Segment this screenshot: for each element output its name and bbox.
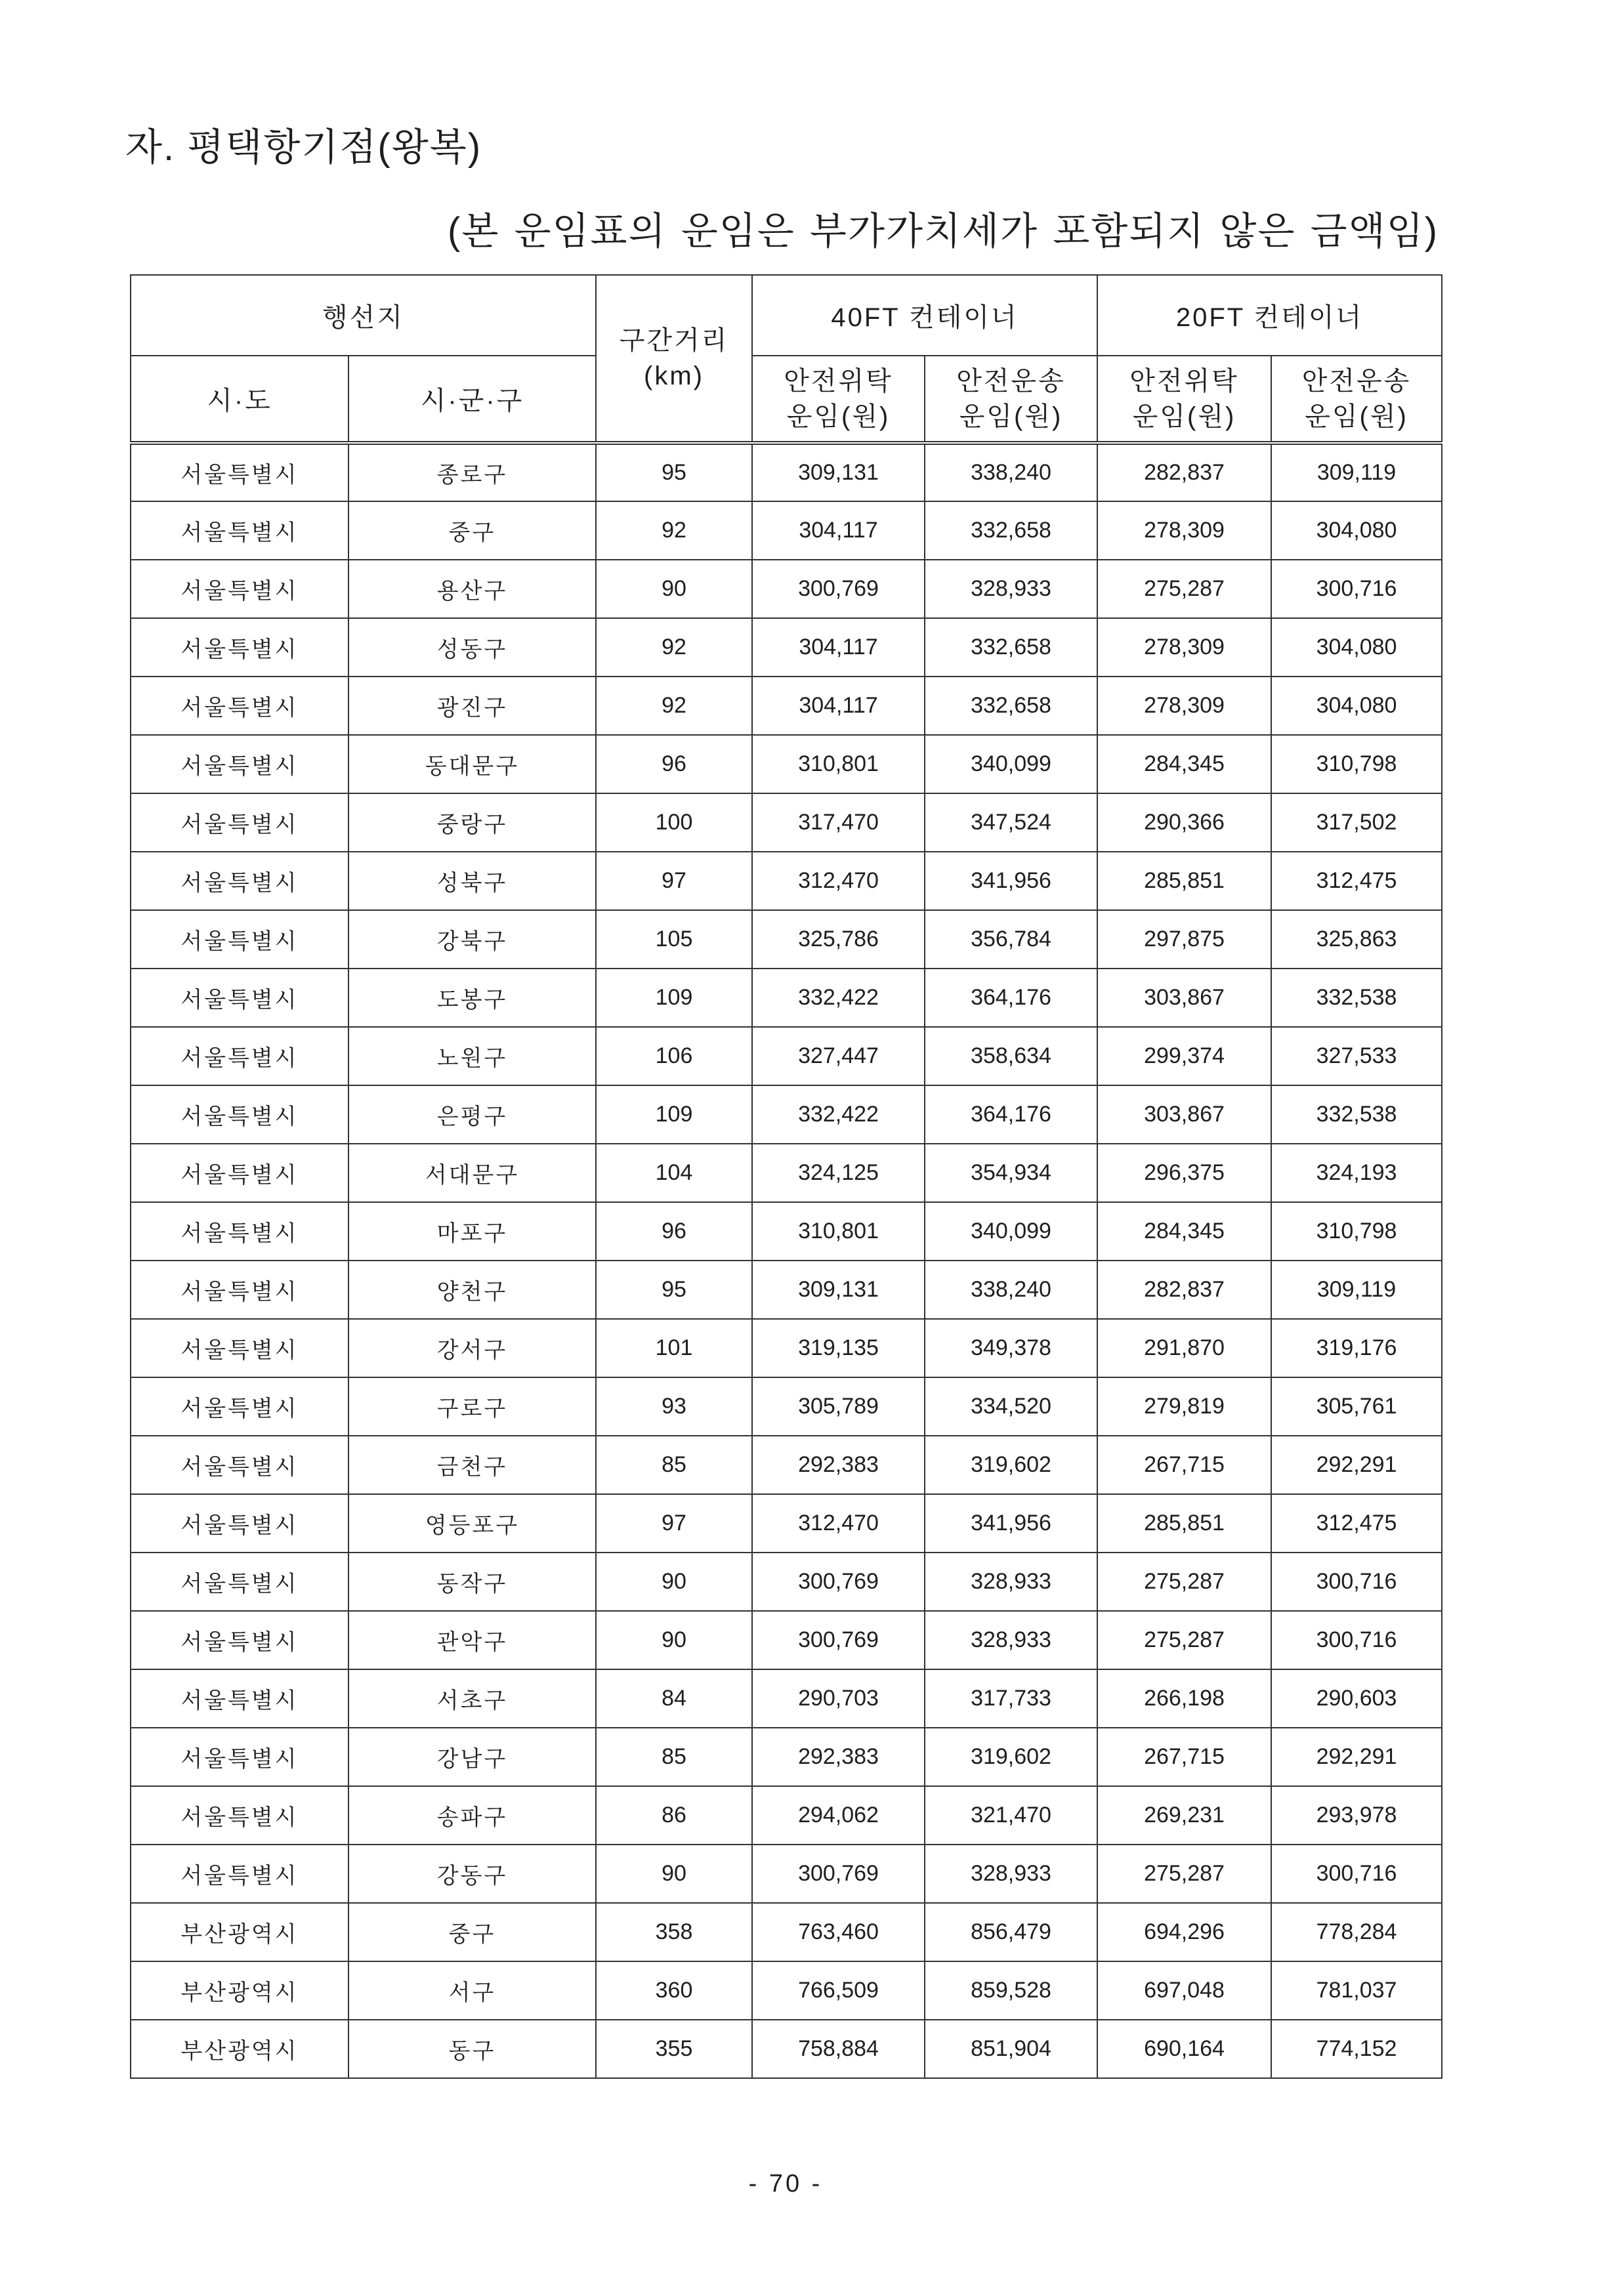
table-row [131, 1494, 1442, 1553]
cell-distance-km: 96 [596, 1202, 752, 1261]
cell-distance-km: 104 [596, 1144, 752, 1202]
cell-40ft-transport-rate: 319,602 [925, 1436, 1097, 1494]
cell-20ft-consign-rate: 303,867 [1097, 1085, 1271, 1144]
cell-sigungu: 양천구 [348, 1261, 596, 1319]
cell-20ft-consign-rate: 275,287 [1097, 1611, 1271, 1669]
cell-20ft-consign-rate: 285,851 [1097, 852, 1271, 910]
cell-20ft-transport-rate: 325,863 [1271, 910, 1442, 969]
cell-40ft-consign-rate: 300,769 [752, 560, 925, 618]
table-row [131, 1027, 1442, 1085]
cell-40ft-transport-rate: 364,176 [925, 1085, 1097, 1144]
cell-sigungu: 용산구 [348, 560, 596, 618]
cell-20ft-consign-rate: 279,819 [1097, 1377, 1271, 1436]
header-distance-label: 구간거리 [619, 326, 729, 355]
table-row [131, 1261, 1442, 1319]
cell-40ft-transport-rate: 328,933 [925, 1611, 1097, 1669]
table-row [131, 969, 1442, 1027]
table-row [131, 1786, 1442, 1845]
table-row [131, 1903, 1442, 1961]
header-40ft-container: 40FT 컨테이너 [752, 275, 1097, 356]
header-line-2: 운임(원) [786, 402, 891, 431]
cell-40ft-consign-rate: 294,062 [752, 1786, 925, 1845]
cell-distance-km: 95 [596, 1261, 752, 1319]
cell-sido: 서울특별시 [131, 1845, 348, 1903]
table-row [131, 501, 1442, 560]
cell-sido: 서울특별시 [131, 1319, 348, 1377]
cell-20ft-consign-rate: 296,375 [1097, 1144, 1271, 1202]
section-title: 자. 평택항기점(왕복) [125, 126, 482, 169]
cell-40ft-consign-rate: 290,703 [752, 1669, 925, 1728]
table-row [131, 677, 1442, 735]
cell-40ft-transport-rate: 338,240 [925, 443, 1097, 501]
cell-20ft-transport-rate: 781,037 [1271, 1961, 1442, 2020]
header-line-1: 안전위탁 [1129, 366, 1239, 396]
cell-40ft-consign-rate: 304,117 [752, 677, 925, 735]
cell-40ft-transport-rate: 354,934 [925, 1144, 1097, 1202]
cell-distance-km: 109 [596, 969, 752, 1027]
cell-distance-km: 109 [596, 1085, 752, 1144]
cell-sido: 서울특별시 [131, 618, 348, 677]
table-row [131, 1085, 1442, 1144]
cell-20ft-transport-rate: 332,538 [1271, 1085, 1442, 1144]
cell-distance-km: 85 [596, 1728, 752, 1786]
cell-distance-km: 100 [596, 793, 752, 852]
cell-40ft-consign-rate: 332,422 [752, 969, 925, 1027]
cell-40ft-consign-rate: 312,470 [752, 1494, 925, 1553]
cell-40ft-transport-rate: 334,520 [925, 1377, 1097, 1436]
cell-sigungu: 중구 [348, 501, 596, 560]
cell-40ft-transport-rate: 364,176 [925, 969, 1097, 1027]
table-row [131, 1553, 1442, 1611]
cell-sigungu: 광진구 [348, 677, 596, 735]
table-row [131, 1144, 1442, 1202]
cell-20ft-transport-rate: 304,080 [1271, 501, 1442, 560]
cell-20ft-transport-rate: 309,119 [1271, 1261, 1442, 1319]
cell-sido: 서울특별시 [131, 501, 348, 560]
cell-40ft-consign-rate: 309,131 [752, 1261, 925, 1319]
cell-sido: 서울특별시 [131, 1436, 348, 1494]
cell-20ft-consign-rate: 275,287 [1097, 1553, 1271, 1611]
cell-distance-km: 105 [596, 910, 752, 969]
cell-sido: 서울특별시 [131, 969, 348, 1027]
cell-20ft-consign-rate: 275,287 [1097, 560, 1271, 618]
table-row [131, 1319, 1442, 1377]
cell-sido: 서울특별시 [131, 1494, 348, 1553]
cell-40ft-transport-rate: 319,602 [925, 1728, 1097, 1786]
cell-distance-km: 106 [596, 1027, 752, 1085]
cell-sido: 서울특별시 [131, 1202, 348, 1261]
cell-sido: 부산광역시 [131, 1903, 348, 1961]
cell-distance-km: 90 [596, 1611, 752, 1669]
cell-20ft-transport-rate: 292,291 [1271, 1728, 1442, 1786]
cell-sigungu: 성동구 [348, 618, 596, 677]
cell-sido: 서울특별시 [131, 1786, 348, 1845]
table-row [131, 618, 1442, 677]
header-line-1: 안전운송 [956, 366, 1066, 396]
cell-20ft-consign-rate: 297,875 [1097, 910, 1271, 969]
cell-sido: 서울특별시 [131, 677, 348, 735]
table-row [131, 793, 1442, 852]
cell-40ft-consign-rate: 300,769 [752, 1845, 925, 1903]
cell-sido: 서울특별시 [131, 793, 348, 852]
cell-40ft-transport-rate: 328,933 [925, 1845, 1097, 1903]
cell-20ft-consign-rate: 282,837 [1097, 443, 1271, 501]
freight-rate-table [130, 274, 1442, 2079]
cell-20ft-consign-rate: 290,366 [1097, 793, 1271, 852]
cell-sigungu: 중랑구 [348, 793, 596, 852]
cell-20ft-transport-rate: 774,152 [1271, 2020, 1442, 2078]
header-row-2 [131, 356, 1442, 443]
cell-sigungu: 종로구 [348, 443, 596, 501]
cell-20ft-consign-rate: 275,287 [1097, 1845, 1271, 1903]
cell-distance-km: 360 [596, 1961, 752, 2020]
table-row [131, 560, 1442, 618]
header-line-2: 운임(원) [959, 402, 1063, 431]
cell-sigungu: 도봉구 [348, 969, 596, 1027]
cell-20ft-consign-rate: 267,715 [1097, 1728, 1271, 1786]
cell-sigungu: 마포구 [348, 1202, 596, 1261]
cell-sido: 서울특별시 [131, 1553, 348, 1611]
cell-40ft-consign-rate: 300,769 [752, 1611, 925, 1669]
cell-sido: 서울특별시 [131, 1377, 348, 1436]
cell-sigungu: 동구 [348, 2020, 596, 2078]
cell-40ft-transport-rate: 856,479 [925, 1903, 1097, 1961]
cell-40ft-transport-rate: 347,524 [925, 793, 1097, 852]
cell-distance-km: 97 [596, 852, 752, 910]
cell-sigungu: 동대문구 [348, 735, 596, 793]
cell-sigungu: 중구 [348, 1903, 596, 1961]
cell-40ft-consign-rate: 324,125 [752, 1144, 925, 1202]
cell-20ft-transport-rate: 300,716 [1271, 560, 1442, 618]
cell-40ft-transport-rate: 321,470 [925, 1786, 1097, 1845]
cell-distance-km: 92 [596, 501, 752, 560]
cell-sigungu: 서구 [348, 1961, 596, 2020]
cell-sigungu: 송파구 [348, 1786, 596, 1845]
header-sido: 시·도 [131, 356, 348, 443]
cell-sido: 서울특별시 [131, 1669, 348, 1728]
cell-40ft-transport-rate: 340,099 [925, 735, 1097, 793]
cell-20ft-consign-rate: 269,231 [1097, 1786, 1271, 1845]
cell-20ft-consign-rate: 267,715 [1097, 1436, 1271, 1494]
cell-40ft-consign-rate: 325,786 [752, 910, 925, 969]
cell-40ft-consign-rate: 305,789 [752, 1377, 925, 1436]
cell-distance-km: 85 [596, 1436, 752, 1494]
cell-20ft-consign-rate: 303,867 [1097, 969, 1271, 1027]
cell-20ft-consign-rate: 697,048 [1097, 1961, 1271, 2020]
cell-20ft-consign-rate: 284,345 [1097, 1202, 1271, 1261]
cell-sigungu: 관악구 [348, 1611, 596, 1669]
cell-40ft-transport-rate: 332,658 [925, 677, 1097, 735]
header-20ft-transport-rate [1271, 356, 1442, 443]
cell-40ft-consign-rate: 310,801 [752, 735, 925, 793]
header-line-1: 안전운송 [1301, 366, 1412, 396]
cell-20ft-transport-rate: 300,716 [1271, 1553, 1442, 1611]
cell-20ft-consign-rate: 284,345 [1097, 735, 1271, 793]
cell-20ft-consign-rate: 690,164 [1097, 2020, 1271, 2078]
cell-40ft-transport-rate: 356,784 [925, 910, 1097, 969]
cell-distance-km: 86 [596, 1786, 752, 1845]
cell-sido: 서울특별시 [131, 852, 348, 910]
header-line-1: 안전위탁 [784, 366, 893, 396]
cell-20ft-transport-rate: 309,119 [1271, 443, 1442, 501]
cell-40ft-transport-rate: 328,933 [925, 560, 1097, 618]
cell-sigungu: 은평구 [348, 1085, 596, 1144]
cell-40ft-consign-rate: 304,117 [752, 501, 925, 560]
header-destination: 행선지 [131, 275, 596, 356]
cell-distance-km: 92 [596, 677, 752, 735]
table-row [131, 852, 1442, 910]
table-row [131, 1436, 1442, 1494]
cell-sigungu: 구로구 [348, 1377, 596, 1436]
table-row [131, 910, 1442, 969]
cell-40ft-transport-rate: 341,956 [925, 852, 1097, 910]
cell-40ft-consign-rate: 317,470 [752, 793, 925, 852]
cell-40ft-consign-rate: 310,801 [752, 1202, 925, 1261]
cell-sido: 서울특별시 [131, 735, 348, 793]
cell-40ft-consign-rate: 327,447 [752, 1027, 925, 1085]
header-line-2: 운임(원) [1305, 402, 1408, 431]
cell-40ft-consign-rate: 332,422 [752, 1085, 925, 1144]
cell-distance-km: 95 [596, 443, 752, 501]
cell-sigungu: 서초구 [348, 1669, 596, 1728]
cell-distance-km: 96 [596, 735, 752, 793]
cell-20ft-transport-rate: 293,978 [1271, 1786, 1442, 1845]
cell-sido: 서울특별시 [131, 1085, 348, 1144]
header-20ft-consign-rate [1097, 356, 1271, 443]
cell-20ft-consign-rate: 282,837 [1097, 1261, 1271, 1319]
cell-20ft-transport-rate: 290,603 [1271, 1669, 1442, 1728]
cell-20ft-consign-rate: 278,309 [1097, 501, 1271, 560]
cell-40ft-consign-rate: 319,135 [752, 1319, 925, 1377]
header-distance-unit: (km) [644, 362, 704, 390]
cell-20ft-consign-rate: 278,309 [1097, 618, 1271, 677]
cell-40ft-transport-rate: 317,733 [925, 1669, 1097, 1728]
cell-distance-km: 90 [596, 1845, 752, 1903]
cell-20ft-transport-rate: 778,284 [1271, 1903, 1442, 1961]
cell-20ft-consign-rate: 278,309 [1097, 677, 1271, 735]
cell-sigungu: 노원구 [348, 1027, 596, 1085]
cell-sigungu: 동작구 [348, 1553, 596, 1611]
cell-distance-km: 358 [596, 1903, 752, 1961]
cell-sigungu: 서대문구 [348, 1144, 596, 1202]
cell-20ft-transport-rate: 324,193 [1271, 1144, 1442, 1202]
cell-sido: 서울특별시 [131, 1144, 348, 1202]
header-40ft-transport-rate [925, 356, 1097, 443]
cell-sido: 부산광역시 [131, 2020, 348, 2078]
cell-40ft-transport-rate: 340,099 [925, 1202, 1097, 1261]
cell-40ft-consign-rate: 758,884 [752, 2020, 925, 2078]
header-40ft-consign-rate [752, 356, 925, 443]
cell-sigungu: 강북구 [348, 910, 596, 969]
cell-sido: 서울특별시 [131, 1728, 348, 1786]
cell-sigungu: 금천구 [348, 1436, 596, 1494]
cell-20ft-transport-rate: 310,798 [1271, 1202, 1442, 1261]
table-row [131, 1961, 1442, 2020]
cell-20ft-consign-rate: 694,296 [1097, 1903, 1271, 1961]
cell-40ft-consign-rate: 312,470 [752, 852, 925, 910]
cell-20ft-transport-rate: 304,080 [1271, 618, 1442, 677]
cell-20ft-transport-rate: 332,538 [1271, 969, 1442, 1027]
table-row [131, 1202, 1442, 1261]
cell-20ft-consign-rate: 291,870 [1097, 1319, 1271, 1377]
table-row [131, 1669, 1442, 1728]
cell-40ft-consign-rate: 292,383 [752, 1436, 925, 1494]
table-row [131, 735, 1442, 793]
cell-sigungu: 강서구 [348, 1319, 596, 1377]
cell-sido: 서울특별시 [131, 910, 348, 969]
cell-40ft-consign-rate: 304,117 [752, 618, 925, 677]
table-row [131, 1377, 1442, 1436]
cell-40ft-transport-rate: 338,240 [925, 1261, 1097, 1319]
cell-20ft-consign-rate: 285,851 [1097, 1494, 1271, 1553]
cell-20ft-transport-rate: 292,291 [1271, 1436, 1442, 1494]
cell-sido: 서울특별시 [131, 1261, 348, 1319]
header-distance [596, 275, 752, 443]
cell-20ft-transport-rate: 317,502 [1271, 793, 1442, 852]
cell-20ft-transport-rate: 300,716 [1271, 1611, 1442, 1669]
cell-20ft-transport-rate: 312,475 [1271, 1494, 1442, 1553]
cell-distance-km: 90 [596, 1553, 752, 1611]
cell-sido: 부산광역시 [131, 1961, 348, 2020]
cell-20ft-transport-rate: 319,176 [1271, 1319, 1442, 1377]
cell-sigungu: 영등포구 [348, 1494, 596, 1553]
cell-20ft-consign-rate: 299,374 [1097, 1027, 1271, 1085]
cell-40ft-transport-rate: 859,528 [925, 1961, 1097, 2020]
table-row [131, 1845, 1442, 1903]
cell-sido: 서울특별시 [131, 443, 348, 501]
cell-40ft-transport-rate: 328,933 [925, 1553, 1097, 1611]
cell-20ft-transport-rate: 312,475 [1271, 852, 1442, 910]
header-row-1 [131, 275, 1442, 356]
cell-distance-km: 93 [596, 1377, 752, 1436]
cell-40ft-consign-rate: 300,769 [752, 1553, 925, 1611]
table-body [131, 443, 1442, 2078]
cell-sigungu: 강남구 [348, 1728, 596, 1786]
cell-distance-km: 97 [596, 1494, 752, 1553]
cell-40ft-transport-rate: 332,658 [925, 618, 1097, 677]
table-row [131, 443, 1442, 501]
cell-40ft-transport-rate: 349,378 [925, 1319, 1097, 1377]
cell-40ft-transport-rate: 341,956 [925, 1494, 1097, 1553]
cell-20ft-transport-rate: 304,080 [1271, 677, 1442, 735]
cell-sido: 서울특별시 [131, 1027, 348, 1085]
cell-distance-km: 90 [596, 560, 752, 618]
cell-40ft-consign-rate: 763,460 [752, 1903, 925, 1961]
cell-40ft-transport-rate: 358,634 [925, 1027, 1097, 1085]
vat-note: (본 운임표의 운임은 부가가치세가 포함되지 않은 금액임) [448, 210, 1439, 253]
cell-sido: 서울특별시 [131, 1611, 348, 1669]
cell-20ft-transport-rate: 327,533 [1271, 1027, 1442, 1085]
cell-40ft-transport-rate: 851,904 [925, 2020, 1097, 2078]
cell-20ft-transport-rate: 300,716 [1271, 1845, 1442, 1903]
cell-distance-km: 101 [596, 1319, 752, 1377]
table-row [131, 1611, 1442, 1669]
cell-20ft-consign-rate: 266,198 [1097, 1669, 1271, 1728]
cell-40ft-consign-rate: 292,383 [752, 1728, 925, 1786]
header-20ft-container: 20FT 컨테이너 [1097, 275, 1442, 356]
header-line-2: 운임(원) [1132, 402, 1236, 431]
cell-20ft-transport-rate: 310,798 [1271, 735, 1442, 793]
page-number: - 70 - [748, 2170, 823, 2198]
cell-sigungu: 성북구 [348, 852, 596, 910]
cell-distance-km: 92 [596, 618, 752, 677]
header-sigungu: 시·군·구 [348, 356, 596, 443]
table-row [131, 1728, 1442, 1786]
cell-40ft-consign-rate: 766,509 [752, 1961, 925, 2020]
cell-sido: 서울특별시 [131, 560, 348, 618]
cell-distance-km: 355 [596, 2020, 752, 2078]
cell-distance-km: 84 [596, 1669, 752, 1728]
cell-40ft-transport-rate: 332,658 [925, 501, 1097, 560]
table-header [131, 275, 1442, 443]
cell-40ft-consign-rate: 309,131 [752, 443, 925, 501]
cell-20ft-transport-rate: 305,761 [1271, 1377, 1442, 1436]
table-row [131, 2020, 1442, 2078]
cell-sigungu: 강동구 [348, 1845, 596, 1903]
